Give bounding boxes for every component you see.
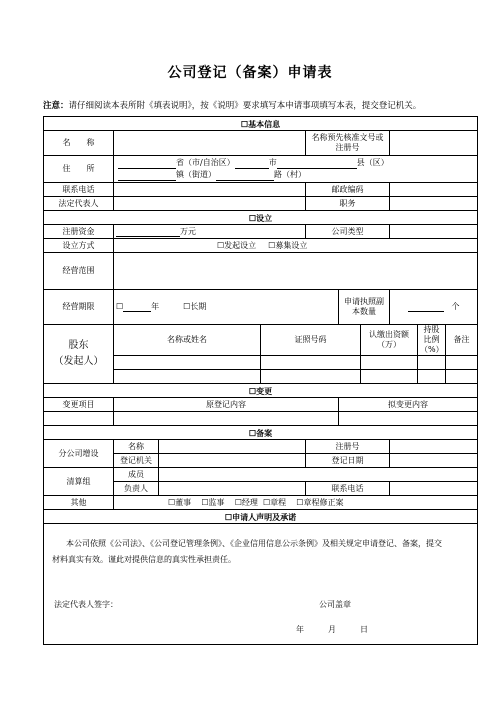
- addr-province: 省（市/自治区）: [176, 158, 235, 167]
- method-label: 设立方式: [44, 239, 114, 253]
- scope-field[interactable]: [114, 253, 478, 290]
- company-type-field[interactable]: [390, 225, 478, 239]
- notice: [43, 99, 421, 111]
- liq-member-label: 成员: [114, 468, 159, 482]
- scope-label: 经营范围: [44, 253, 114, 290]
- date-year: 年: [296, 625, 304, 634]
- shareholder-subtitle: （发起人）: [53, 356, 104, 367]
- section-filing: ☐备案: [44, 426, 478, 440]
- address-field[interactable]: [114, 156, 478, 183]
- branch-name-field[interactable]: [159, 440, 306, 454]
- other-label: 其他: [44, 496, 114, 510]
- sh-header-id: 证照号码: [261, 325, 361, 356]
- liq-member-field[interactable]: [159, 468, 478, 482]
- copies-unit: 个: [451, 302, 460, 311]
- sh-id-cell[interactable]: [261, 356, 361, 370]
- other-director-checkbox[interactable]: ☐董事: [168, 497, 192, 507]
- prename-field[interactable]: [390, 131, 478, 156]
- change-new-label: 拟变更内容: [339, 398, 478, 412]
- liquidation-label: 清算组: [44, 468, 114, 496]
- shareholder-title: 股东: [68, 340, 89, 351]
- application-form-table: [43, 116, 478, 645]
- method-promotion-checkbox[interactable]: ☐发起设立: [217, 240, 257, 250]
- change-new-field[interactable]: [339, 412, 478, 426]
- liq-leader-field[interactable]: [159, 482, 306, 496]
- declaration-date: [296, 625, 368, 635]
- section-basic-info: ☐基本信息: [44, 117, 478, 131]
- address-label: 住 所: [44, 156, 114, 183]
- form-title: 公司登记（备案）申请表: [167, 65, 333, 81]
- shareholder-label: [44, 325, 114, 384]
- declaration-box: [44, 524, 478, 645]
- position-field[interactable]: [390, 197, 478, 211]
- sh-header-name: 名称或姓名: [114, 325, 261, 356]
- branch-authority-field[interactable]: [159, 454, 306, 468]
- branch-regdate-field[interactable]: [390, 454, 478, 468]
- signature-label: 法定代表人签字：: [54, 600, 118, 609]
- capital-field[interactable]: [114, 225, 306, 239]
- other-charter-checkbox[interactable]: ☐章程: [262, 497, 287, 507]
- other-options: [114, 496, 478, 510]
- branch-authority-label: 登记机关: [114, 454, 159, 468]
- phone-label: 联系电话: [44, 183, 114, 197]
- copies-label: 申请执照副本数量: [339, 290, 390, 325]
- legal-rep-label: 法定代表人: [44, 197, 114, 211]
- method-options: [114, 239, 478, 253]
- change-orig-field[interactable]: [114, 412, 339, 426]
- section-declaration: ☐申请人声明及承诺: [44, 510, 478, 524]
- phone-field[interactable]: [114, 183, 306, 197]
- section-change: ☐变更: [44, 384, 478, 398]
- name-field[interactable]: [114, 131, 306, 156]
- postcode-field[interactable]: [390, 183, 478, 197]
- addr-county: 县（区）: [356, 158, 389, 167]
- other-charter-amendment-checkbox[interactable]: ☐章程修正案: [296, 497, 344, 507]
- sh-ratio-cell[interactable]: [418, 356, 446, 370]
- term-options: [114, 290, 339, 325]
- sh-ratio-cell[interactable]: [418, 370, 446, 384]
- sh-name-cell[interactable]: [114, 370, 261, 384]
- other-manager-checkbox[interactable]: ☐经理: [234, 497, 258, 507]
- capital-unit: 万元: [180, 226, 196, 236]
- copies-field[interactable]: [390, 290, 478, 325]
- term-year-unit: 年: [151, 302, 160, 311]
- branch-name-label: 名称: [114, 440, 159, 454]
- other-supervisor-checkbox[interactable]: ☐监事: [201, 497, 225, 507]
- addr-town: 镇（街道）: [176, 170, 216, 179]
- sh-header-remark: 备注: [446, 325, 478, 356]
- name-label: 名 称: [44, 131, 114, 156]
- notice-label: 注意：: [43, 101, 69, 111]
- position-label: 职务: [306, 197, 390, 211]
- notice-text: 请仔细阅读本表所附《填表说明》，按《说明》要求填写本申请事项填写本表，提交登记机关。: [68, 101, 422, 111]
- sh-remark-cell[interactable]: [446, 356, 478, 370]
- branch-label: 分公司增设: [44, 440, 114, 468]
- liq-phone-field[interactable]: [390, 482, 478, 496]
- term-year-checkbox[interactable]: ☐: [116, 302, 124, 311]
- sh-id-cell[interactable]: [261, 370, 361, 384]
- change-orig-label: 原登记内容: [114, 398, 339, 412]
- method-offering-checkbox[interactable]: ☐募集设立: [268, 240, 308, 250]
- sh-header-capital: 认缴出资额（万）: [361, 325, 418, 356]
- branch-regno-field[interactable]: [390, 440, 478, 454]
- date-month: 月: [328, 625, 336, 634]
- declaration-text: 本公司依照《公司法》、《公司登记管理条例》、《企业信用信息公示条例》及相关规定申请登记、备案，提交材料真实有效。谨此对提供信息的真实性承担责任。: [52, 539, 442, 564]
- legal-rep-field[interactable]: [114, 197, 306, 211]
- section-establish: ☐设立: [44, 211, 478, 225]
- sh-name-cell[interactable]: [114, 356, 261, 370]
- branch-regno-label: 注册号: [306, 440, 390, 454]
- liq-phone-label: 联系电话: [306, 482, 390, 496]
- sh-capital-cell[interactable]: [361, 356, 418, 370]
- company-type-label: 公司类型: [306, 225, 390, 239]
- sh-remark-cell[interactable]: [446, 370, 478, 384]
- term-long-checkbox[interactable]: ☐长期: [183, 302, 207, 311]
- seal-label: 公司盖章: [319, 600, 351, 609]
- postcode-label: 邮政编码: [306, 183, 390, 197]
- addr-city: 市: [268, 158, 277, 167]
- term-label: 经营期限: [44, 290, 114, 325]
- sh-capital-cell[interactable]: [361, 370, 418, 384]
- branch-regdate-label: 登记日期: [306, 454, 390, 468]
- sh-header-ratio: 持股比例（%）: [418, 325, 446, 356]
- liq-leader-label: 负责人: [114, 482, 159, 496]
- change-item-label: 变更项目: [44, 398, 114, 412]
- date-day: 日: [360, 625, 368, 634]
- change-item-field[interactable]: [44, 412, 114, 426]
- addr-village: 路（村）: [274, 170, 306, 179]
- prename-label: 名称预先核准文号或注册号: [306, 131, 390, 156]
- capital-label: 注册资金: [44, 225, 114, 239]
